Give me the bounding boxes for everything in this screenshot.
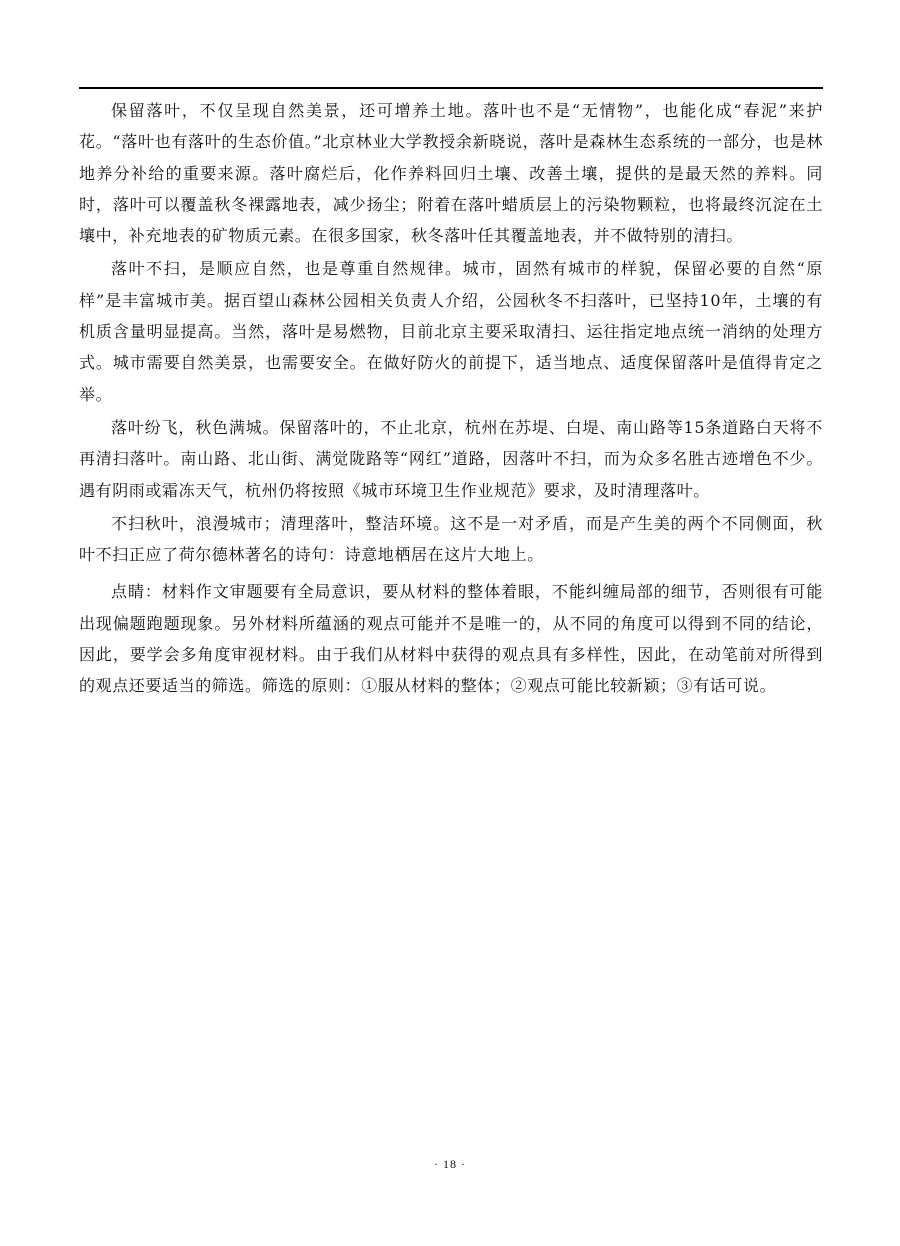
page-number: · 18 · [434,1157,466,1171]
paragraph-commentary-note: 点睛：材料作文审题要有全局意识，要从材料的整体着眼，不能纠缠局部的细节，否则很有可能出现偏题跑题现象。另外材料所蕴涵的观点可能并不是唯一的，从不同的角度可以得到不同的结论，因此，要学会多角度审视材料。由于我们从材料中获得的观点具有多样性，因此，在动笔前对所得到的观点还要适当的筛选。筛选的原则：①服从材料的整体；②观点可能比较新颖；③有话可说。 [79,582,823,696]
paragraph-conclusion: 不扫秋叶，浪漫城市；清理落叶，整洁环境。这不是一对矛盾，而是产生美的两个不同侧面，秋叶不扫正应了荷尔德林著名的诗句：诗意地栖居在这片大地上。 [79,513,823,565]
document-body [79,95,823,702]
paragraph-hangzhou: 落叶纷飞，秋色满城。保留落叶的，不止北京，杭州在苏堤、白堤、南山路等15条道路白天将不再清扫落叶。南山路、北山街、满觉陇路等“网红”道路，因落叶不扫，而为众多名胜古迹增色不少。遇有阴雨或霜冻天气，杭州仍将按照《城市环境卫生作业规范》要求，及时清理落叶。 [79,417,823,500]
paragraph-follow-nature: 落叶不扫，是顺应自然，也是尊重自然规律。城市，固然有城市的样貌，保留必要的自然“原样”是丰富城市美。据百望山森林公园相关负责人介绍，公园秋冬不扫落叶，已坚持10年，土壤的有机质含量明显提高。当然，落叶是易燃物，目前北京主要采取清扫、运往指定地点统一消纳的处理方式。城市需要自然美景，也需要安全。在做好防火的前提下，适当地点、适度保留落叶是值得肯定之举。 [79,259,823,404]
paragraph-fallen-leaves-value: 保留落叶，不仅呈现自然美景，还可增养土地。落叶也不是“无情物”，也能化成“春泥”来护花。“落叶也有落叶的生态价值。”北京林业大学教授余新晓说，落叶是森林生态系统的一部分，也是林地养分补给的重要来源。落叶腐烂后，化作养料回归土壤、改善土壤，提供的是最天然的养料。同时，落叶可以覆盖秋冬裸露地表，减少扬尘；附着在落叶蜡质层上的污染物颗粒，也将最终沉淀在土壤中，补充地表的矿物质元素。在很多国家，秋冬落叶任其覆盖地表，并不做特别的清扫。 [79,101,823,246]
header-rule [79,87,823,89]
